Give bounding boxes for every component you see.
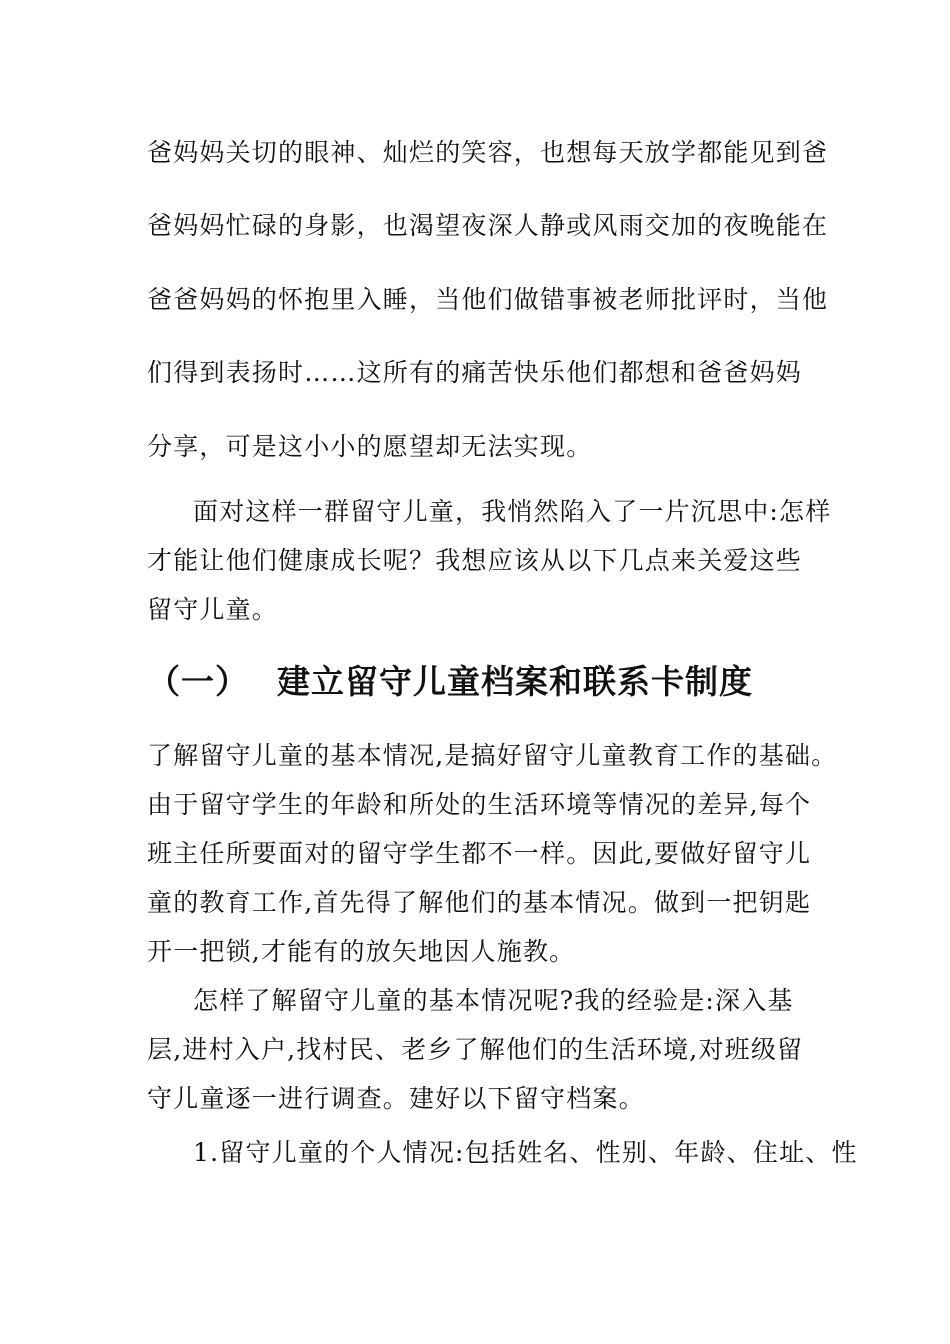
paragraph-1-line-3: 爸爸妈妈的怀抱里入睡，当他们做错事被老师批评时，当他: [147, 285, 829, 314]
section-heading-title: 建立留守儿童档案和联系卡制度: [277, 662, 753, 701]
section-heading-number: （一）: [147, 662, 249, 701]
paragraph-4-line-2: 层,进村入户,找村民、老乡了解他们的生活环境,对班级留: [147, 1035, 804, 1064]
section-heading: [147, 662, 753, 702]
paragraph-2-line-3: 留守儿童。: [147, 595, 279, 624]
paragraph-1-line-2: 爸妈妈忙碌的身影，也渴望夜深人静或风雨交加的夜晚能在: [147, 211, 829, 240]
paragraph-3-line-3: 班主任所要面对的留守学生都不一样。因此,要做好留守儿: [147, 839, 812, 868]
paragraph-3-line-4: 童的教育工作,首先得了解他们的基本情况。做到一把钥匙: [147, 888, 812, 917]
paragraph-1-line-4: 们得到表扬时……这所有的痛苦快乐他们都想和爸爸妈妈: [147, 358, 803, 387]
paragraph-3-line-2: 由于留守学生的年龄和所处的生活环境等情况的差异,每个: [147, 790, 812, 819]
list-item-1: 1.留守儿童的个人情况:包括姓名、性别、年龄、住址、性: [193, 1138, 858, 1167]
paragraph-3-line-1: 了解留守儿童的基本情况,是搞好留守儿童教育工作的基础。: [147, 741, 838, 770]
paragraph-1-line-1: 爸妈妈关切的眼神、灿烂的笑容，也想每天放学都能见到爸: [147, 138, 829, 167]
paragraph-4-line-1: 怎样了解留守儿童的基本情况呢?我的经验是:深入基: [193, 986, 794, 1015]
paragraph-2-line-2: 才能让他们健康成长呢？我想应该从以下几点来关爱这些: [147, 546, 803, 575]
paragraph-1-line-5: 分享，可是这小小的愿望却无法实现。: [147, 432, 593, 461]
paragraph-2-line-1: 面对这样一群留守儿童，我悄然陷入了一片沉思中:怎样: [193, 497, 832, 526]
paragraph-4-line-3: 守儿童逐一进行调查。建好以下留守档案。: [147, 1084, 645, 1113]
paragraph-3-line-5: 开一把锁,才能有的放矢地因人施教。: [147, 937, 576, 966]
